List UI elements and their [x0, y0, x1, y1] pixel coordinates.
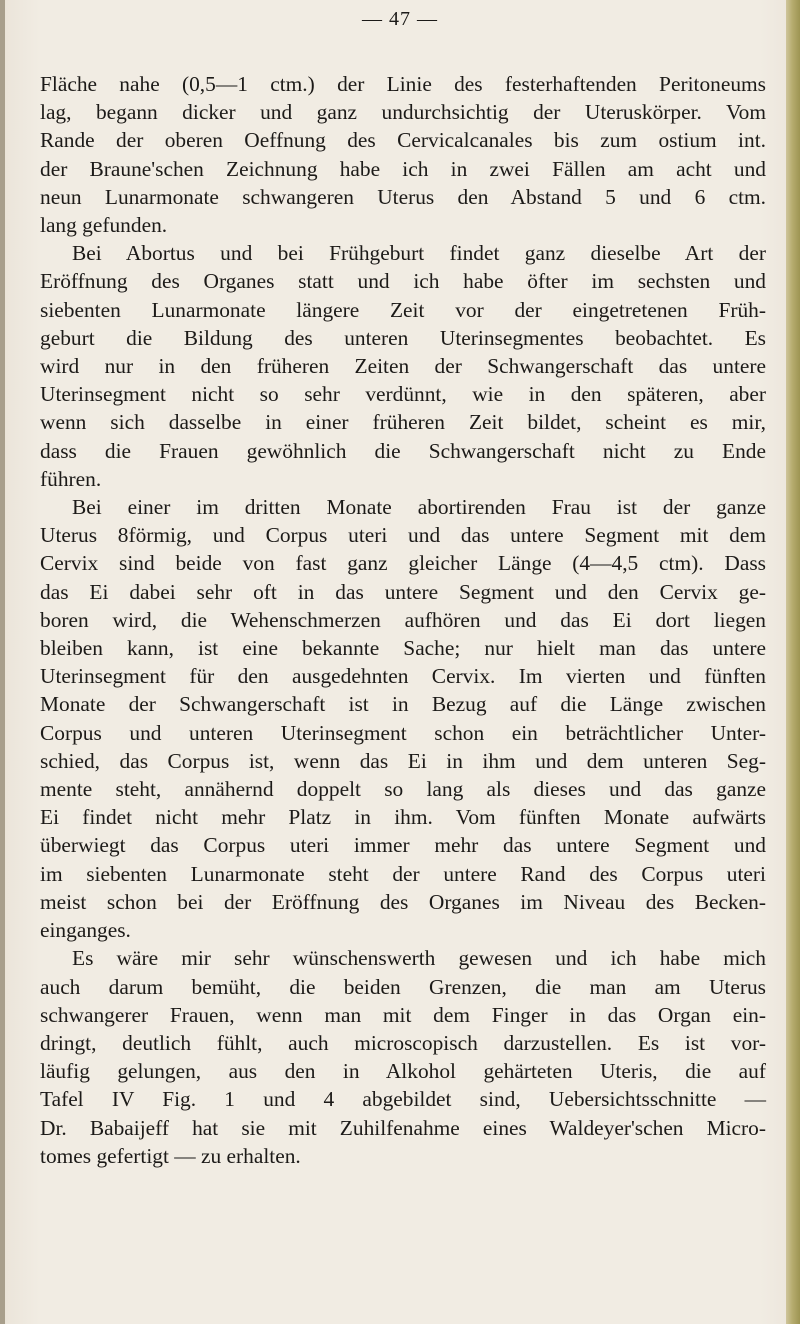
text-line: siebenten Lunarmonate längere Zeit vor der eingetretenen Früh-: [40, 297, 766, 322]
text-line: der Braune'schen Zeichnung habe ich in zwei Fällen am acht und: [40, 156, 766, 181]
paragraph: [40, 70, 766, 239]
page-number: — 47 —: [362, 8, 438, 30]
text-line: lag, begann dicker und ganz undurchsichtig der Uteruskörper. Vom: [40, 100, 766, 125]
body-text: [40, 70, 766, 1170]
text-line: mente steht, annähernd doppelt so lang als dieses und das ganze: [40, 777, 766, 802]
text-line: schwangerer Frauen, wenn man mit dem Finger in das Organ ein-: [40, 1002, 766, 1027]
text-line: im siebenten Lunarmonate steht der untere Rand des Corpus uteri: [40, 861, 766, 886]
text-line: auch darum bemüht, die beiden Grenzen, die man am Uterus: [40, 974, 766, 999]
text-line: Monate der Schwangerschaft ist in Bezug auf die Länge zwischen: [40, 692, 766, 717]
text-line: einganges.: [40, 918, 131, 943]
text-line: lang gefunden.: [40, 213, 168, 238]
text-line: Bei Abortus und bei Frühgeburt findet ganz dieselbe Art der: [72, 241, 766, 266]
text-line: wenn sich dasselbe in einer früheren Zeit bildet, scheint es mir,: [40, 410, 766, 435]
text-line: Uterinsegment nicht so sehr verdünnt, wie in den späteren, aber: [40, 382, 766, 407]
page-left-edge: [0, 0, 5, 1324]
text-line: dringt, deutlich fühlt, auch microscopisch darzustellen. Es ist vor-: [40, 1030, 766, 1055]
text-line: boren wird, die Wehenschmerzen aufhören und das Ei dort liegen: [40, 607, 766, 632]
text-line: wird nur in den früheren Zeiten der Schwangerschaft das untere: [40, 354, 766, 379]
text-line: Es wäre mir sehr wünschenswerth gewesen und ich habe mich: [72, 946, 766, 971]
text-line: geburt die Bildung des unteren Uterinsegmentes beobachtet. Es: [40, 325, 766, 350]
paragraph: [40, 493, 766, 944]
text-line: Dr. Babaijeff hat sie mit Zuhilfenahme eines Waldeyer'schen Micro-: [40, 1115, 766, 1140]
text-line: Cervix sind beide von fast ganz gleicher Länge (4—4,5 ctm). Dass: [40, 551, 766, 576]
text-line: dass die Frauen gewöhnlich die Schwangerschaft nicht zu Ende: [40, 438, 766, 463]
text-line: tomes gefertigt — zu erhalten.: [40, 1143, 301, 1168]
page-right-edge: [786, 0, 800, 1324]
text-line: Uterinsegment für den ausgedehnten Cervix. Im vierten und fünften: [40, 664, 766, 689]
text-line: Tafel IV Fig. 1 und 4 abgebildet sind, Uebersichtsschnitte —: [40, 1087, 766, 1112]
paragraph: [40, 239, 766, 493]
text-line: Ei findet nicht mehr Platz in ihm. Vom fünften Monate aufwärts: [40, 805, 766, 830]
text-line: überwiegt das Corpus uteri immer mehr das untere Segment und: [40, 833, 766, 858]
paragraph: [40, 944, 766, 1170]
text-line: schied, das Corpus ist, wenn das Ei in ihm und dem unteren Seg-: [40, 748, 766, 773]
text-line: Uterus 8förmig, und Corpus uteri und das untere Segment mit dem: [40, 523, 766, 548]
text-line: Corpus und unteren Uterinsegment schon ein beträchtlicher Unter-: [40, 720, 766, 745]
text-line: Fläche nahe (0,5—1 ctm.) der Linie des festerhaftenden Peritoneums: [40, 72, 766, 96]
text-line: das Ei dabei sehr oft in das untere Segment und den Cervix ge-: [40, 579, 766, 604]
text-line: führen.: [40, 466, 102, 491]
text-line: meist schon bei der Eröffnung des Organes im Niveau des Becken-: [40, 889, 766, 914]
text-line: bleiben kann, ist eine bekannte Sache; nur hielt man das untere: [40, 636, 766, 661]
text-line: Eröffnung des Organes statt und ich habe öfter im sechsten und: [40, 269, 766, 294]
text-line: läufig gelungen, aus den in Alkohol gehärteten Uteris, die auf: [40, 1059, 766, 1084]
text-line: Bei einer im dritten Monate abortirenden Frau ist der ganze: [72, 495, 766, 520]
text-line: Rande der oberen Oeffnung des Cervicalcanales bis zum ostium int.: [40, 128, 766, 153]
text-line: neun Lunarmonate schwangeren Uterus den Abstand 5 und 6 ctm.: [40, 184, 766, 209]
